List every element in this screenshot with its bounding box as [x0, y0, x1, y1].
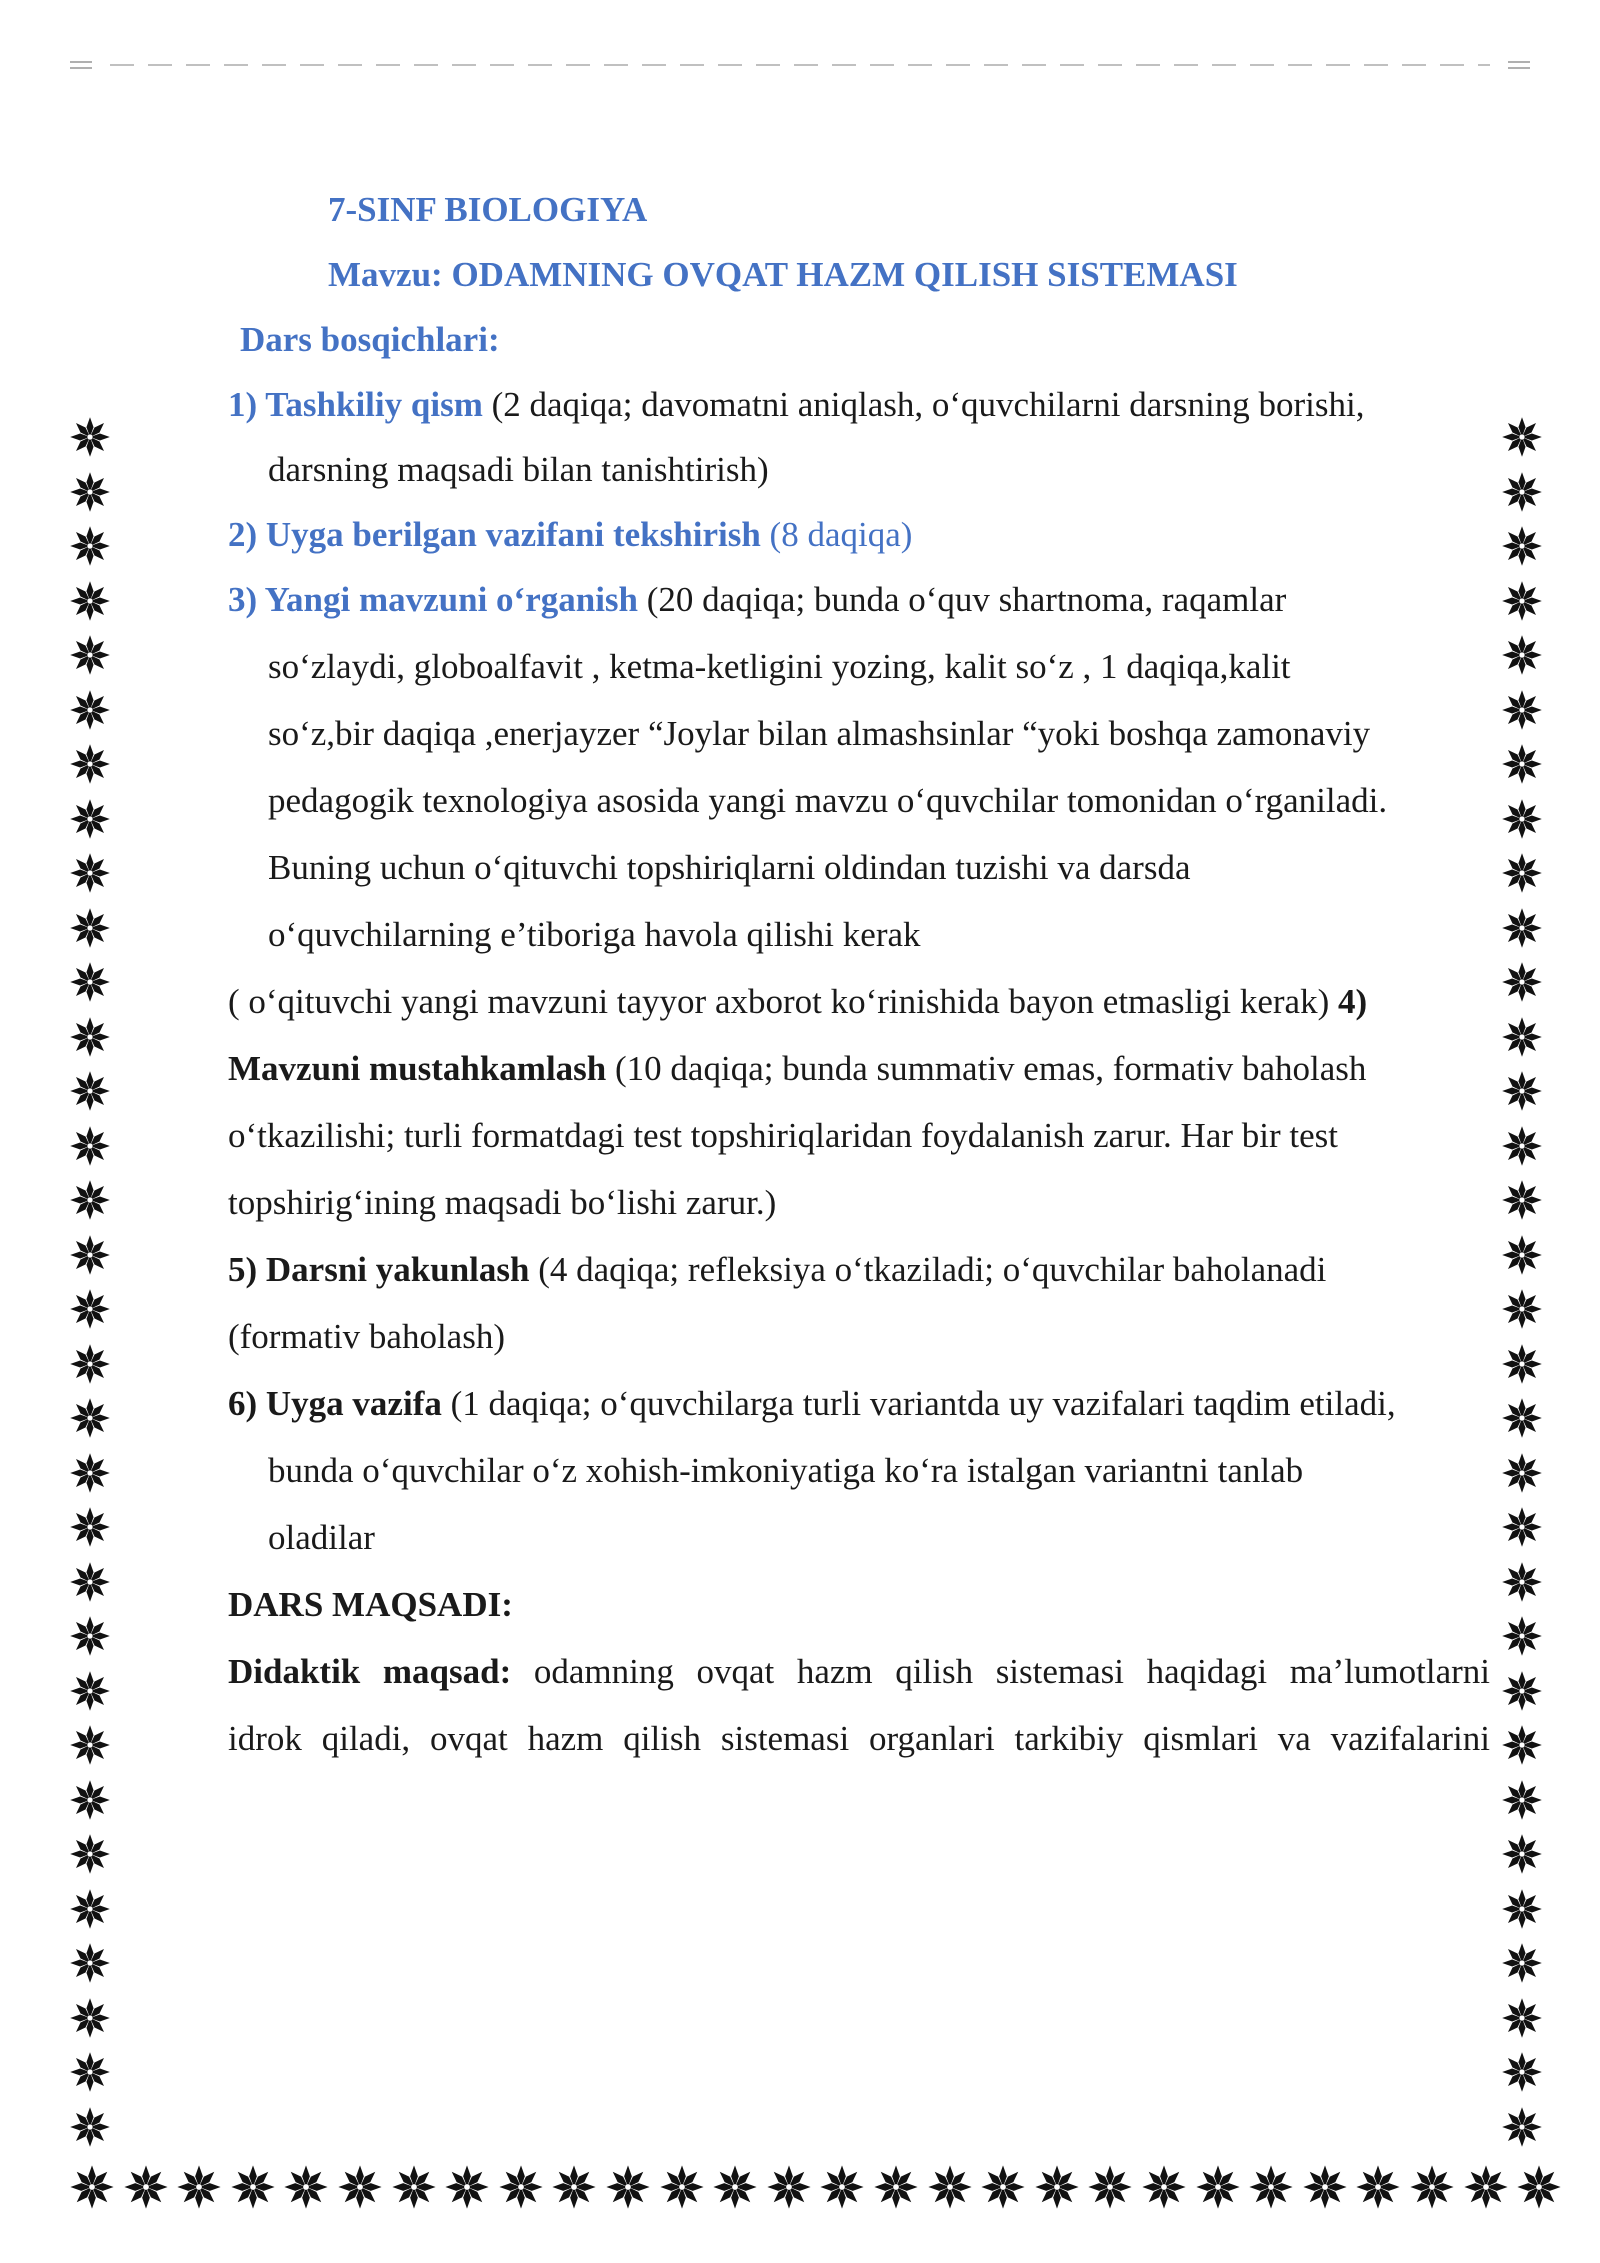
asterisk-flower-icon [1462, 2163, 1510, 2211]
asterisk-flower-icon [658, 2163, 706, 2211]
asterisk-flower-icon [1500, 1396, 1544, 1440]
asterisk-flower-icon [1033, 2163, 1081, 2211]
stage-1-line-2: darsning maqsadi bilan tanishtirish) [268, 450, 769, 489]
asterisk-flower-icon [1500, 1887, 1544, 1931]
asterisk-flower-icon [872, 2163, 920, 2211]
asterisk-flower-icon [1354, 2163, 1402, 2211]
asterisk-flower-icon [68, 1287, 112, 1331]
asterisk-flower-icon [1500, 742, 1544, 786]
asterisk-flower-icon [1500, 415, 1544, 459]
stage-6-line-1 [228, 1384, 1396, 1424]
asterisk-flower-icon [1500, 1669, 1544, 1713]
asterisk-flower-icon [68, 1669, 112, 1713]
stage-3-line-4: pedagogik texnologiya asosida yangi mavzu o‘quvchilar tomonidan o‘rganiladi. [268, 781, 1388, 820]
asterisk-flower-icon [765, 2163, 813, 2211]
stage-4-label: Mavzuni mustahkamlash [228, 1049, 607, 1088]
asterisk-flower-icon [68, 1723, 112, 1767]
asterisk-flower-icon [68, 415, 112, 459]
asterisk-flower-icon [1140, 2163, 1188, 2211]
stage-5-label: 5) Darsni yakunlash [228, 1250, 530, 1289]
asterisk-flower-icon [122, 2163, 170, 2211]
asterisk-flower-icon [68, 1614, 112, 1658]
asterisk-flower-icon [1500, 633, 1544, 677]
asterisk-flower-icon [229, 2163, 277, 2211]
asterisk-flower-icon [1301, 2163, 1349, 2211]
asterisk-flower-icon [68, 906, 112, 950]
didactic-text-a: odamning ovqat hazm qilish sistemasi haqidagi ma’lumotlarni [511, 1652, 1490, 1691]
asterisk-flower-icon [68, 1832, 112, 1876]
asterisk-flower-icon [1500, 1560, 1544, 1604]
asterisk-flower-icon [1500, 797, 1544, 841]
stage-5-text-a: (4 daqiqa; refleksiya o‘tkaziladi; o‘quvchilar baholanadi [529, 1250, 1327, 1289]
stage-2-line-1 [228, 515, 912, 555]
asterisk-flower-icon [1194, 2163, 1242, 2211]
asterisk-flower-icon [1500, 1287, 1544, 1331]
asterisk-flower-icon [1500, 1233, 1544, 1277]
asterisk-flower-icon [1500, 1941, 1544, 1985]
asterisk-flower-icon [68, 1342, 112, 1386]
asterisk-flower-icon [1500, 2105, 1544, 2149]
stage-3-line-2: so‘zlaydi, globoalfavit , ketma-ketligini yozing, kalit so‘z , 1 daqiqa,kalit [268, 647, 1291, 686]
asterisk-flower-icon [1500, 1778, 1544, 1822]
asterisk-flower-icon [68, 1996, 112, 2040]
stage-3-line-6: o‘quvchilarning e’tiboriga havola qilishi kerak [268, 915, 921, 954]
stage-4-line-2: o‘tkazilishi; turli formatdagi test topshiriqlaridan foydalanish zarur. Har bir test [228, 1116, 1338, 1155]
asterisk-flower-icon [1500, 960, 1544, 1004]
stage-4-line-1 [228, 1049, 1366, 1089]
asterisk-flower-icon [282, 2163, 330, 2211]
stage-3-text-g: ( o‘qituvchi yangi mavzuni tayyor axborot ko‘rinishida bayon etmasligi kerak) [228, 982, 1338, 1021]
asterisk-flower-icon [68, 1887, 112, 1931]
asterisk-flower-icon [175, 2163, 223, 2211]
asterisk-flower-icon [68, 851, 112, 895]
asterisk-flower-icon [68, 1560, 112, 1604]
asterisk-flower-icon [68, 1124, 112, 1168]
asterisk-flower-icon [1500, 851, 1544, 895]
asterisk-flower-icon [68, 470, 112, 514]
asterisk-flower-icon [1500, 906, 1544, 950]
asterisk-flower-icon [1500, 470, 1544, 514]
stage-3-line-7 [228, 982, 1367, 1022]
asterisk-flower-icon [1500, 524, 1544, 568]
asterisk-flower-icon [1500, 1124, 1544, 1168]
stage-3-line-3: so‘z,bir daqiqa ,enerjayzer “Joylar bilan almashsinlar “yoki boshqa zamonaviy [268, 714, 1371, 753]
didactic-label: Didaktik maqsad: [228, 1652, 512, 1691]
stage-1-label: 1) Tashkiliy qism [228, 385, 483, 424]
asterisk-flower-icon [68, 2050, 112, 2094]
asterisk-flower-icon [1500, 1342, 1544, 1386]
asterisk-flower-icon [818, 2163, 866, 2211]
stage-3-line-1 [228, 580, 1286, 620]
stages-title: Dars bosqichlari: [240, 320, 500, 359]
goals-title: DARS MAQSADI: [228, 1585, 513, 1624]
didactic-line-2: idrok qiladi, ovqat hazm qilish sistemasi organlari tarkibiy qismlari va vazifalarini [228, 1719, 1490, 1758]
asterisk-flower-icon [68, 1451, 112, 1495]
asterisk-flower-icon [711, 2163, 759, 2211]
asterisk-flower-icon [1500, 2050, 1544, 2094]
asterisk-flower-icon [1500, 1832, 1544, 1876]
stage-2-label: 2) Uyga berilgan vazifani tekshirish [228, 515, 761, 554]
asterisk-flower-icon [1515, 2163, 1563, 2211]
asterisk-flower-icon [443, 2163, 491, 2211]
asterisk-flower-icon [1247, 2163, 1295, 2211]
asterisk-flower-icon [1500, 1996, 1544, 2040]
asterisk-flower-icon [336, 2163, 384, 2211]
asterisk-flower-icon [1500, 1505, 1544, 1549]
stage-5-line-2: (formativ baholash) [228, 1317, 505, 1356]
asterisk-flower-icon [68, 1178, 112, 1222]
stage-1-text: (2 daqiqa; davomatni aniqlash, o‘quvchilarni darsning borishi, [482, 385, 1365, 424]
asterisk-flower-icon [1500, 1178, 1544, 1222]
asterisk-flower-icon [1500, 1069, 1544, 1113]
asterisk-flower-icon [979, 2163, 1027, 2211]
asterisk-flower-icon [68, 2163, 116, 2211]
asterisk-flower-icon [68, 633, 112, 677]
asterisk-flower-icon [1500, 579, 1544, 623]
asterisk-flower-icon [497, 2163, 545, 2211]
stage-2-text: (8 daqiqa) [760, 515, 913, 554]
asterisk-flower-icon [550, 2163, 598, 2211]
stage-5-line-1 [228, 1250, 1326, 1290]
asterisk-flower-icon [68, 1069, 112, 1113]
stage-4-text-a: (10 daqiqa; bunda summativ emas, formativ baholash [606, 1049, 1367, 1088]
asterisk-flower-icon [68, 1233, 112, 1277]
stage-6-line-3: oladilar [268, 1518, 375, 1557]
asterisk-flower-icon [68, 688, 112, 732]
asterisk-flower-icon [68, 1505, 112, 1549]
asterisk-flower-icon [1500, 1451, 1544, 1495]
asterisk-flower-icon [68, 1396, 112, 1440]
stage-3-text-a: (20 daqiqa; bunda o‘quv shartnoma, raqamlar [638, 580, 1287, 619]
asterisk-flower-icon [68, 2105, 112, 2149]
stage-6-label: 6) Uyga vazifa [228, 1384, 442, 1423]
asterisk-flower-icon [68, 742, 112, 786]
didactic-line-1 [228, 1652, 1490, 1692]
grade-heading: 7-SINF BIOLOGIYA [328, 190, 648, 229]
topic-heading: Mavzu: ODAMNING OVQAT HAZM QILISH SISTEMASI [328, 255, 1238, 294]
stage-6-text-a: (1 daqiqa; o‘quvchilarga turli variantda uy vazifalari taqdim etiladi, [441, 1384, 1396, 1423]
stage-3-label: 3) Yangi mavzuni o‘rganish [228, 580, 639, 619]
stage-4-line-3: topshirig‘ining maqsadi bo‘lishi zarur.) [228, 1183, 777, 1222]
asterisk-flower-icon [604, 2163, 652, 2211]
asterisk-flower-icon [68, 960, 112, 1004]
asterisk-flower-icon [1086, 2163, 1134, 2211]
asterisk-flower-icon [68, 797, 112, 841]
bottom-border [68, 2163, 1546, 2219]
asterisk-flower-icon [1500, 1614, 1544, 1658]
header-decoration [70, 58, 1530, 72]
asterisk-flower-icon [68, 1941, 112, 1985]
stage-4-number: 4) [1338, 982, 1368, 1021]
asterisk-flower-icon [1500, 1015, 1544, 1059]
stage-3-line-5: Buning uchun o‘qituvchi topshiriqlarni oldindan tuzishi va darsda [268, 848, 1191, 887]
asterisk-flower-icon [1500, 1723, 1544, 1767]
asterisk-flower-icon [390, 2163, 438, 2211]
asterisk-flower-icon [1500, 688, 1544, 732]
asterisk-flower-icon [926, 2163, 974, 2211]
asterisk-flower-icon [68, 579, 112, 623]
stage-1-line-1 [228, 385, 1364, 425]
asterisk-flower-icon [1408, 2163, 1456, 2211]
asterisk-flower-icon [68, 524, 112, 568]
asterisk-flower-icon [68, 1015, 112, 1059]
asterisk-flower-icon [68, 1778, 112, 1822]
stage-6-line-2: bunda o‘quvchilar o‘z xohish-imkoniyatiga ko‘ra istalgan variantni tanlab [268, 1451, 1304, 1490]
